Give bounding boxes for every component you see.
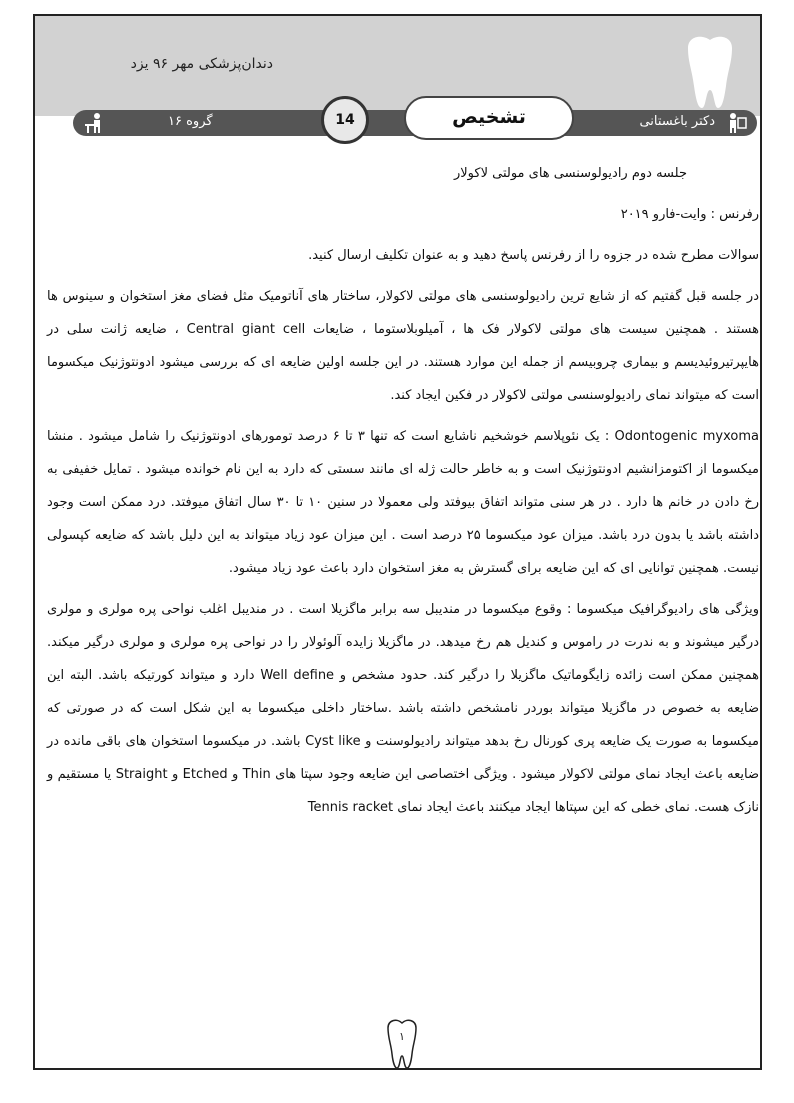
topic-tab	[404, 96, 574, 140]
document-body	[47, 157, 759, 824]
footer-page-mark: ۱	[399, 1030, 405, 1043]
group-label: گروه ۱۶	[168, 114, 213, 129]
tooth-logo-icon	[680, 30, 740, 114]
instruction-line: سوالات مطرح شده در جزوه را از رفرنس پاسخ دهید و به عنوان تکلیف ارسال کنید.	[308, 248, 759, 263]
spacer	[47, 190, 759, 198]
page-frame	[33, 14, 762, 1070]
spacer	[47, 585, 759, 593]
topic-title: تشخیص	[452, 106, 526, 128]
myxoma-paragraph: Odontogenic myxoma : یک نئوپلاسم خوشخیم ناشایع است که تنها ۳ تا ۶ درصد تومورهای ادونتوژنیک را شامل میشود . منشا میکسوما از اکتومزانشیم ادونتوژنیک است و به خاطر حالت ژله ای مانند سستی که دارد به این نام خوانده میشود . تمایل خفیفی به رخ دادن در خانم ها دارد . در هر سنی متواند اتفاق بیوفتد ولی معمولا در سنین ۱۰ تا ۳۰ سال اتفاق میوفتد. درد ممکن است وجود داشته باشد یا بدون درد باشد. میزان عود میکسوما ۲۵ درصد است . این میزان عود زیاد میتواند به این دلیل باشد که ضایعه کپسولی نیست. همچنین توانایی ای که این ضایعه برای گسترش به مغز استخوان دارد باعث عود زیاد میشود.	[47, 429, 760, 576]
radiographic-paragraph: ویژگی های رادیوگرافیک میکسوما : وقوع میکسوما در مندیبل سه برابر ماگزیلا است . در مندیبل اغلب نواحی پره مولری و مولری درگیر میشوند و به ندرت در راموس و کندیل هم رخ میدهد. در ماگزیلا زایده آلوئولار را در نواحی پره مولری و مولری درگیر میکند. همچنین ممکن است زائده زایگوماتیک ماگزیلا را درگیر کند. حدود مشخص و Well define دارد و میتواند کورتیکه باشد. البته این ضایعه به خصوص در ماگزیلا میتواند بوردر نامشخص داشته باشد .ساختار داخلی میکسوما به این شکل است که در صورتی که میکسوما به صورت یک ضایعه پری کورنال رخ بدهد میتواند رادیولوسنت و Cyst like باشد. در میکسوما استخوان های باقی مانده در ضایعه باعث ایجاد نمای مولتی لاکولار میشود . ویژگی اختصاصی این ضایعه وجود سپتا های Thin و Etched و Straight یا مستقیم و نازک هست. نمای خطی که این سپتاها ایجاد میکنند باعث ایجاد نمای Tennis racket	[47, 602, 760, 815]
footer-tooth-icon	[382, 1016, 422, 1070]
intro-paragraph: در جلسه قبل گفتیم که از شایع ترین رادیولوسنسی های مولتی لاکولار، ساختار های آناتومیک مثل فضای مغز استخوان و سینوس ها هستند . همچنین سیست های مولتی لاکولار فک ها ، آمیلوبلاستوما ، ضایعات Central giant cell ، ضایعه ژانت سلی در هایپرتیروئیدیسم و بیماری چروبیسم از جمله این موارد هستند. در این جلسه اولین ضایعه ای که بررسی میشود ادونتوژنیک میکسوما است که میتواند نمای رادیولوسنسی مولتی لاکولار در فکین ایجاد کند.	[47, 289, 759, 403]
reference-line: رفرنس : وایت-فارو ۲۰۱۹	[620, 207, 759, 222]
writer-icon	[83, 112, 105, 134]
spacer	[47, 412, 759, 420]
page-header	[35, 16, 760, 116]
session-title: جلسه دوم رادیولوسنسی های مولتی لاکولار	[453, 166, 687, 181]
page-number: 14	[335, 112, 355, 128]
page-number-badge	[321, 96, 369, 144]
instructor-name: دکتر باغستانی	[639, 114, 715, 129]
school-name: دندان‌پزشکی مهر ۹۶ یزد	[130, 56, 273, 72]
lecturer-icon	[725, 112, 747, 134]
spacer	[47, 272, 759, 280]
spacer	[47, 231, 759, 239]
